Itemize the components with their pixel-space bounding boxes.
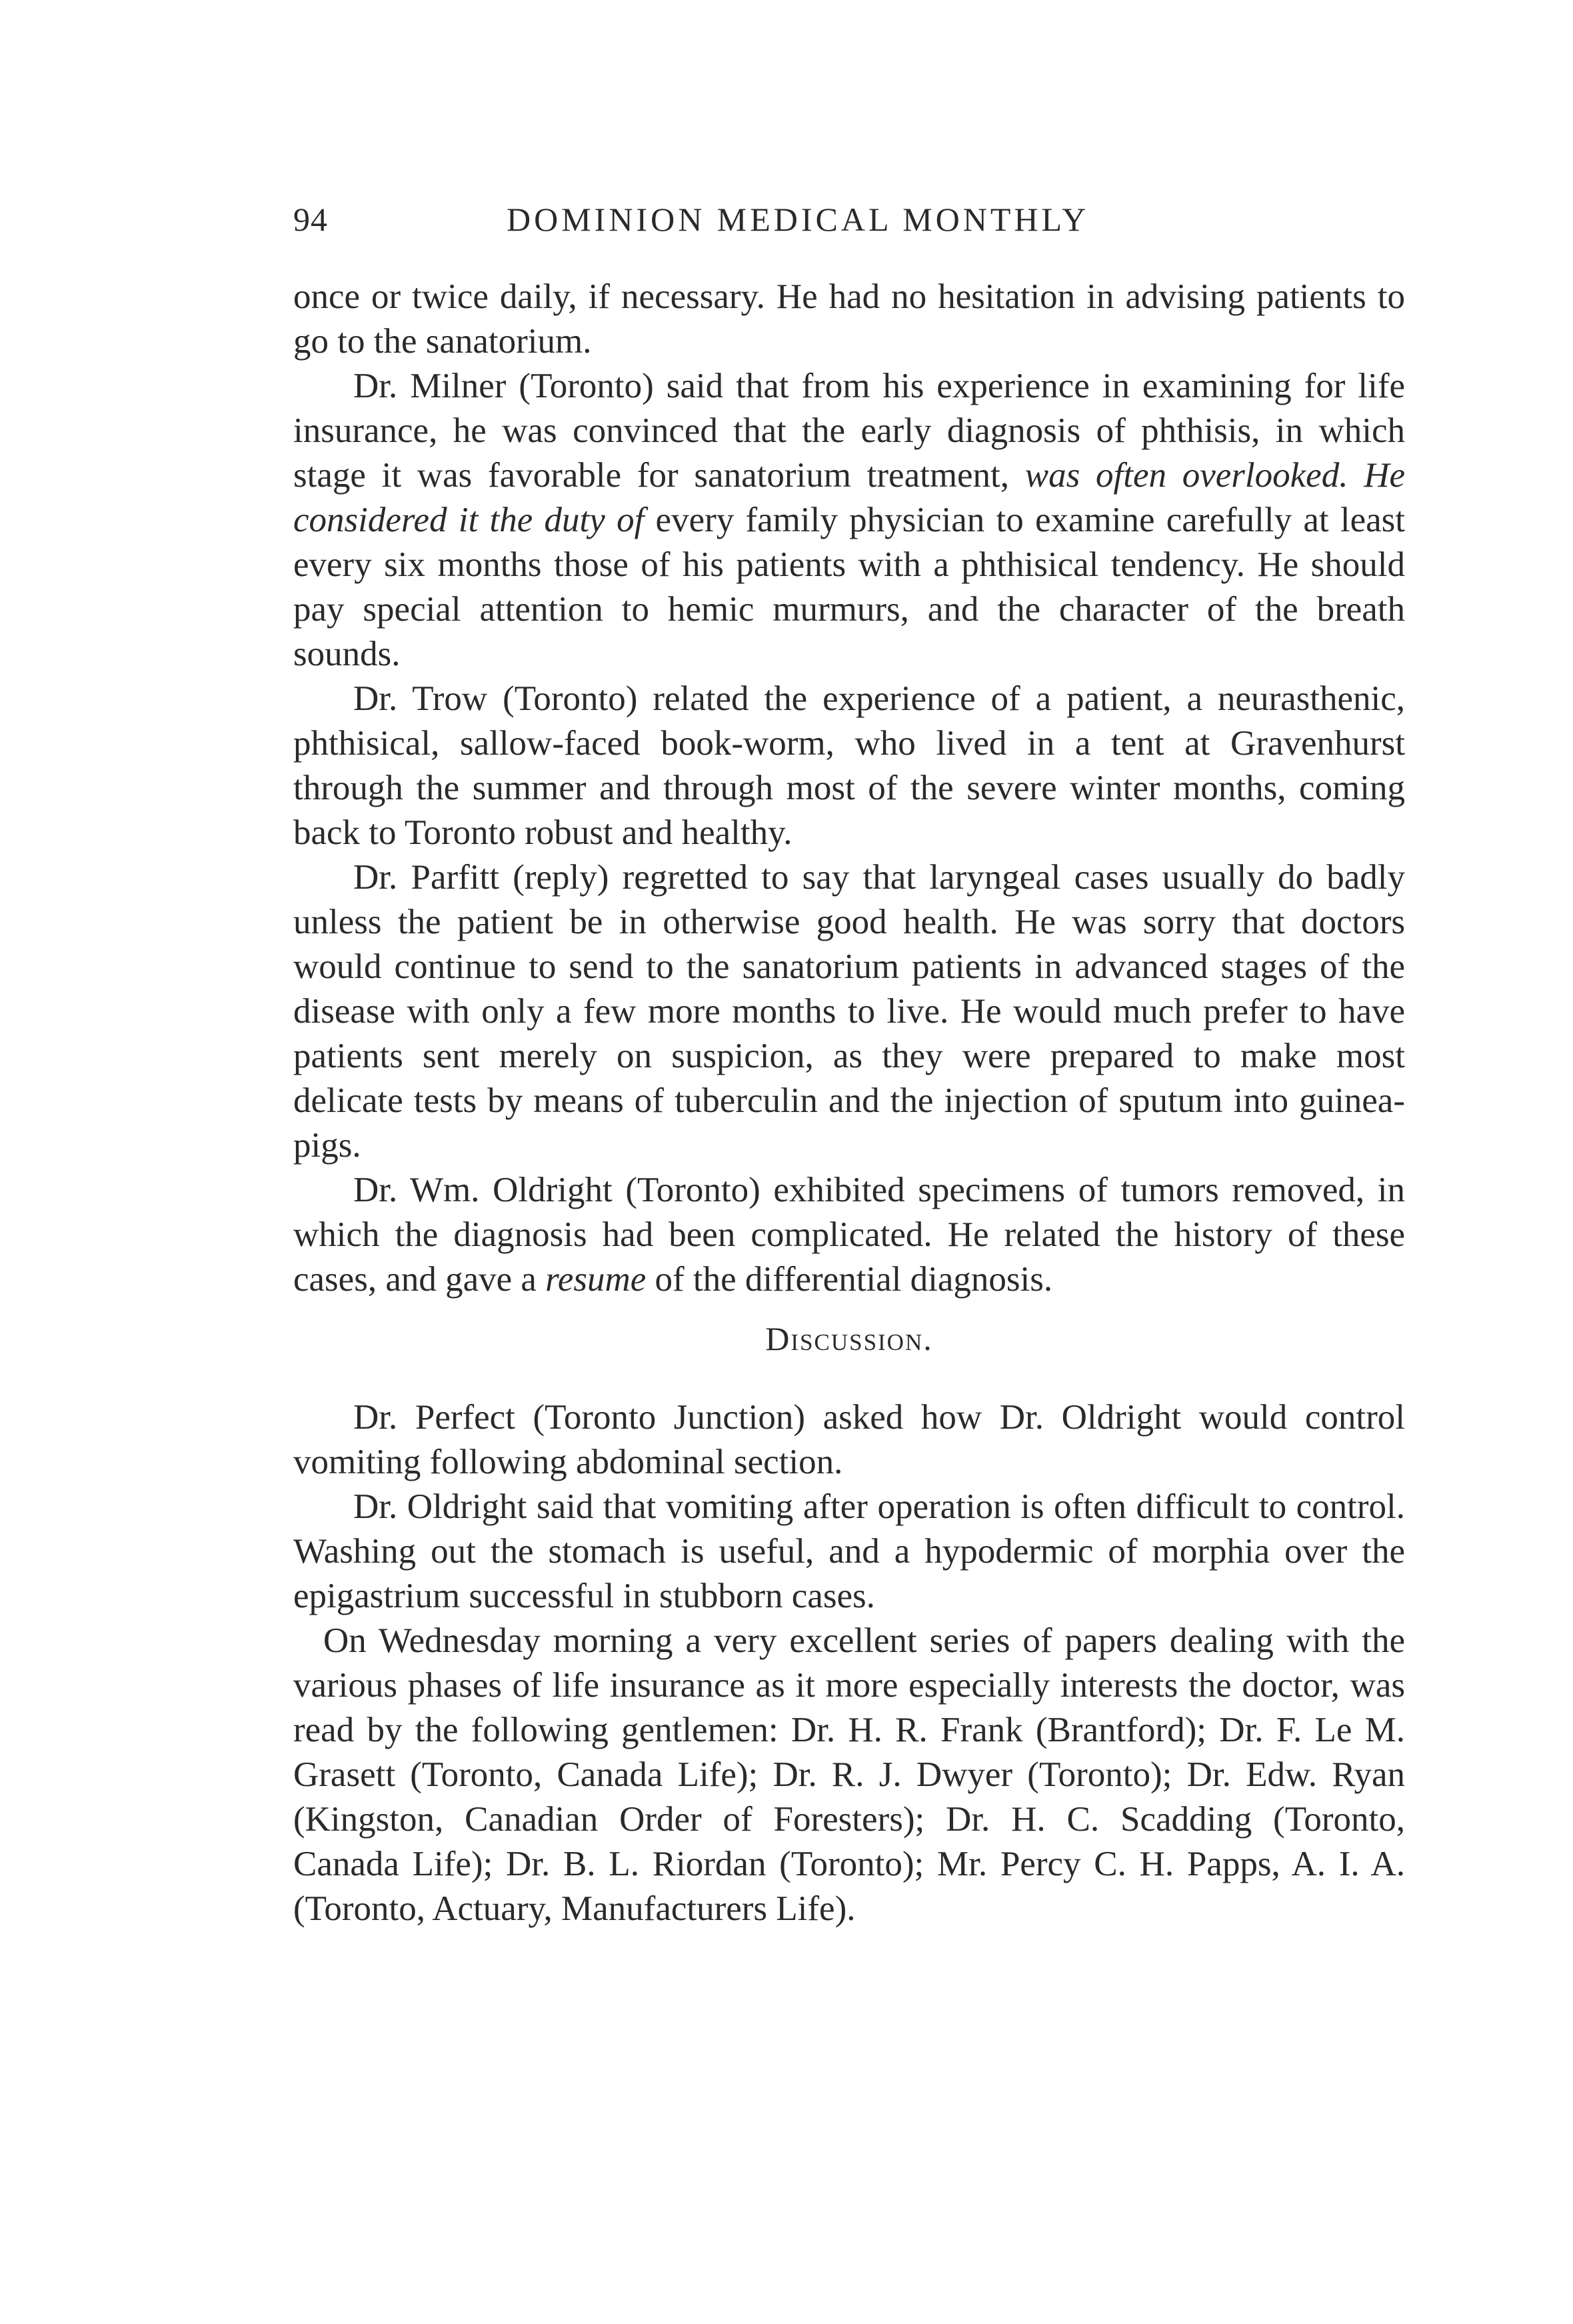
paragraph-continuation: once or twice daily, if necessary. He had no hesitation in advising patients to go to the sanatorium. [293,277,1405,361]
paragraph-parfitt: Dr. Parfitt (reply) regretted to say that laryngeal cases usually do badly unless the patient be in otherwise good health. He was sorry that doctors would continue to send to the sanatorium patients in advanced stages of the disease with only a few more months to live. He would much prefer to have patients sent merely on suspicion, as they were prepared to make most delicate tests by means of tuberculin and the injection of sputum into guinea-pigs. [293,858,1405,1165]
body-text [293,275,1405,1931]
paragraph-oldright-reply: Dr. Oldright said that vomiting after operation is often difficult to control. Washing out the stomach is useful, and a hypodermic of morphia over the epigastrium successful in stubborn cases. [293,1487,1405,1615]
milner-text-italic: was often overlooked. He considered it the duty of [293,456,1405,539]
milner-text-start: Dr. Milner (Toronto) said that from his experience in examining for life insurance, he was convinced that the early diagnosis of phthisis, in which stage it was favorable for sanatorium treatment, [293,367,1405,495]
resume-italic: resume [545,1260,647,1299]
paragraph-oldright [293,1168,1405,1302]
oldright-text-start: Dr. Wm. Oldright (Toronto) exhibited specimens of tumors removed, in which the diagnosis had been complicated. He related the history of these cases, and gave a [293,1171,1405,1299]
paragraph-milner [293,364,1405,677]
oldright-text-end: of the differential diagnosis. [646,1260,1053,1299]
paragraph-wednesday: On Wednesday morning a very excellent series of papers dealing with the various phases of life insurance as it more especially interests the doctor, was read by the following gentlemen: Dr. H. R. Frank (Brantford); Dr. F. Le M. Grasett (Toronto, Canada Life); Dr. R. J. Dwyer (Toronto); Dr. Edw. Ryan (Kingston, Canadian Order of Foresters); Dr. H. C. Scadding (Toronto, Canada Life); Dr. B. L. Riordan (Toronto); Mr. Percy C. H. Papps, A. I. A. (Toronto, Actuary, Manufacturers Life). [293,1621,1405,1928]
paragraph-trow: Dr. Trow (Toronto) related the experience of a patient, a neurasthenic, phthisical, sallow-faced book-worm, who lived in a tent at Gravenhurst through the summer and through most of the severe winter months, coming back to Toronto robust and healthy. [293,679,1405,852]
paragraph-perfect: Dr. Perfect (Toronto Junction) asked how Dr. Oldright would control vomiting following abdominal section. [293,1398,1405,1481]
milner-text-end: every family physician to examine carefully at least every six months those of his patients with a phthisical tendency. He should pay special attention to hemic murmurs, and the character of the breath sounds. [293,501,1405,673]
page-number: 94 [293,201,328,238]
running-head [293,200,1413,253]
journal-title: DOMINION MEDICAL MONTHLY [507,201,1090,238]
section-heading-discussion: Discussion. [765,1320,933,1357]
